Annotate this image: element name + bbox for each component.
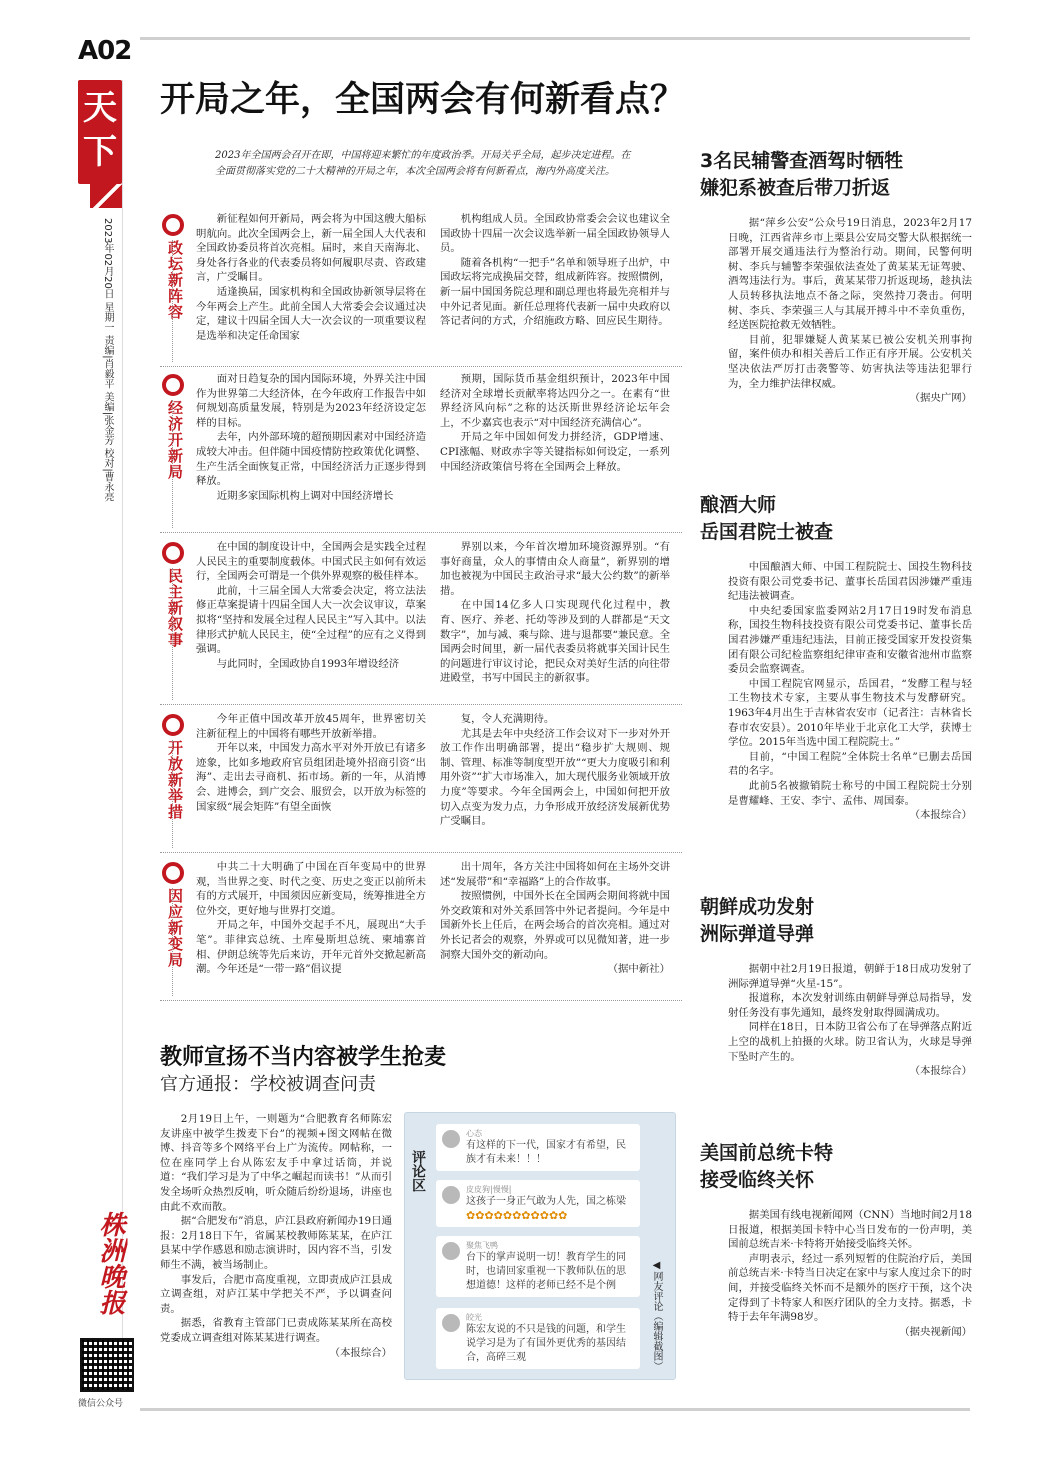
newspaper-logo: 株洲晚报 bbox=[95, 1211, 125, 1315]
right-story-paragraph: 声明表示，经过一系列短暂的住院治疗后，美国前总统吉米·卡特当日决定在家中与家人度过余下的时间，并接受临终关怀而不是额外的医疗干预，这个决定得到了卡特家人和医疗团队的全力支持。据悉，卡特于去年年满98岁。 bbox=[728, 1252, 972, 1324]
section-title: 政坛新阵容 bbox=[166, 240, 184, 320]
avatar-icon bbox=[442, 1242, 460, 1260]
section-paragraph: 预期，国际货币基金组织预计，2023年中国经济对全球增长贡献率将达四分之一。在素有“世界经济风向标”之称的达沃斯世界经济论坛年会上，不少嘉宾也表示“对中国经济充满信心”。 bbox=[440, 373, 670, 429]
section-divider bbox=[160, 366, 682, 367]
section-rule bbox=[172, 568, 173, 700]
right-story-source: （据央视新闻） bbox=[899, 1325, 972, 1338]
right-story bbox=[700, 1140, 972, 1448]
section-source: （据中新社） bbox=[607, 963, 670, 976]
teacher-source: （本报综合） bbox=[329, 1346, 392, 1359]
teacher-subhead: 官方通报：学校被调查问责 bbox=[160, 1074, 376, 1095]
main-headline: 开局之年，全国两会有何新看点？ bbox=[160, 80, 686, 120]
right-story-paragraph: 中国酿酒大师、中国工程院院士、国投生物科技投资有限公司党委书记、董事长岳国君因涉嫌严重违纪违法被调查。 bbox=[728, 561, 972, 603]
margin-rule bbox=[122, 80, 123, 1380]
section-column-left bbox=[196, 712, 426, 848]
section-marker-icon bbox=[162, 542, 184, 564]
section-column-right bbox=[440, 860, 670, 996]
section-paragraph: 去年，内外部环境的超预期因素对中国经济造成较大冲击。但伴随中国疫情防控政策优化调整、生产生活全面恢复正常，中国经济活力正逐步得到释放。 bbox=[196, 431, 426, 488]
right-story-paragraph: 目前，犯罪嫌疑人黄某某已被公安机关刑事拘留，案件侦办和相关善后工作正有序开展。公安机关坚决依法严厉打击袭警等、妨害执法等违法犯罪行为，全力维护法律权威。 bbox=[728, 333, 972, 390]
teacher-body bbox=[160, 1112, 392, 1380]
comment-user: 心态 bbox=[466, 1129, 482, 1138]
comment-card bbox=[436, 1180, 640, 1227]
right-story-headline: 酿酒大师 bbox=[700, 494, 777, 516]
section-paragraph: 尤其是去年中央经济工作会议对下一步对外开放工作作出明确部署，提出“稳步扩大规则、规制、管理、标准等制度型开放”“更大力度吸引和利用外资”“扩大市场准入，加大现代服务业领域开放力度”等要求。今年全国两会上，中国如何把开放切入点变为发力点，力争形成开放经济发展新优势广受瞩目。 bbox=[440, 727, 670, 828]
section-paragraph: 开局之年，中国外交起手不凡，展现出“大手笔”。菲律宾总统、土库曼斯坦总统、柬埔寨首相、伊朗总统等先后来访，开年元首外交掀起新高潮。今年还是“一带一路”倡议提 bbox=[196, 919, 426, 976]
section-title: 开放新举措 bbox=[166, 740, 184, 820]
right-story-source: （本报综合） bbox=[909, 809, 972, 822]
thumbs-up-icon: ✿✿✿✿✿✿✿✿✿✿✿ bbox=[466, 1209, 568, 1222]
date-line: 2023年02月20日 星期一 责编|肖毅平 美编|张金芳 校对|曹永亮 bbox=[102, 218, 113, 502]
comment-caption: ◀网友评论（编辑截图） bbox=[651, 1260, 662, 1371]
main-lead: 2023年全国两会召开在即，中国将迎来繁忙的年度政治季。开局关乎全局，起步决定进程。在全面贯彻落实党的二十大精神的开局之年，本次全国两会将有何新看点，海内外高度关注。 bbox=[215, 150, 631, 177]
section-rule bbox=[172, 740, 173, 848]
section-paragraph: 机构组成人员。全国政协常委会会议也建议全国政协十四届一次会议选举新一届全国政协领导人员。 bbox=[440, 213, 670, 255]
section-title: 民主新叙事 bbox=[166, 568, 184, 648]
section-column-left bbox=[196, 860, 426, 996]
comment-text: 这孩子一身正气敢为人先，国之栋梁 bbox=[466, 1196, 626, 1207]
section-column-right bbox=[440, 372, 670, 528]
right-story bbox=[700, 148, 972, 534]
section-tab: 天下 bbox=[78, 80, 122, 184]
section-paragraph: 近期多家国际机构上调对中国经济增长 bbox=[216, 489, 394, 502]
section-paragraph: 随着各机构“一把手”名单和领导班子出炉，中国政坛将完成换届交替，组成新阵容。按照惯例，新一届中国国务院总理和副总理也将最先亮相并与中外记者见面。新任总理将代表新一届中央政府以答记者问的方式，介绍施政方略、回应民生期待。 bbox=[440, 256, 670, 328]
section-marker-icon bbox=[162, 374, 184, 396]
right-story-paragraph: 此前5名被撤销院士称号的中国工程院院士分别是曹耀峰、王安、李宁、孟伟、周国泰。 bbox=[728, 779, 972, 807]
comment-card bbox=[436, 1124, 640, 1171]
section-column-left bbox=[196, 540, 426, 700]
section-tab-stripe bbox=[90, 184, 122, 208]
section-paragraph: 中共二十大明确了中国在百年变局中的世界观，当世界之变、时代之变、历史之变正以前所未有的方式展开，中国须因应新变局，统筹推进全方位外交，更好地与世界打交道。 bbox=[196, 861, 426, 917]
right-story bbox=[700, 894, 972, 1132]
right-story-body bbox=[700, 560, 972, 896]
section-paragraph: 开年以来，中国发力高水平对外开放已有诸多迹象，比如多地政府官员组团赴境外招商引资“出海”、走出去寻商机、拓市场。新的一年，从消博会、进博会，到广交会、服贸会，以开放为标签的国家级“展会矩阵”有望全面恢 bbox=[196, 742, 426, 813]
top-rule bbox=[140, 37, 970, 40]
section-column-left bbox=[196, 372, 426, 528]
teacher-paragraph: 事发后，合肥市高度重视，立即责成庐江县成立调查组，对庐江某中学把关不严，予以调查问责。 bbox=[160, 1273, 392, 1315]
right-story-paragraph: 据美国有线电视新闻网（CNN）当地时间2月18日报道，根据美国卡特中心当日发布的一份声明，美国前总统吉米·卡特将开始接受临终关怀。 bbox=[728, 1209, 972, 1251]
section-rule bbox=[172, 400, 173, 528]
section-paragraph: 今年正值中国改革开放45周年，世界密切关注新征程上的中国将有哪些开放新举措。 bbox=[196, 713, 426, 740]
section-divider bbox=[160, 1000, 682, 1001]
section-column-left bbox=[196, 212, 426, 362]
section-rule bbox=[172, 240, 173, 362]
right-story-paragraph: 报道称，本次发射训练由朝鲜导弹总局指导，发射任务没有事先通知，最终发射取得圆满成功。 bbox=[728, 992, 972, 1019]
teacher-paragraph: 据“合肥发布”消息，庐江县政府新闻办19日通报：2月18日下午，省属某校教师陈某某，在庐江县某中学作感恩和励志演讲时，因内容不当，引发师生不满，被当场制止。 bbox=[160, 1215, 392, 1271]
comment-text: 台下的掌声说明一切！教育学生的同时，也请回家重视一下教师队伍的思想道德！这样的老师已经不是个例 bbox=[466, 1252, 626, 1291]
section-paragraph: 在中国的制度设计中，全国两会是实践全过程人民民主的重要制度载体。中国式民主如何有效运行，全国两会可谓是一个供外界观察的极佳样本。 bbox=[196, 541, 426, 583]
section-column-right bbox=[440, 540, 670, 700]
section-column-right bbox=[440, 712, 670, 848]
section-divider bbox=[160, 532, 682, 533]
right-story-headline: 朝鲜成功发射 bbox=[700, 896, 815, 918]
right-story-headline: 接受临终关怀 bbox=[700, 1169, 815, 1191]
right-story-body bbox=[700, 1208, 972, 1448]
qr-code-icon[interactable] bbox=[80, 1338, 134, 1392]
page-number: A02 bbox=[78, 36, 132, 66]
comment-user: 聚焦飞鸭 bbox=[466, 1241, 498, 1250]
comment-card bbox=[436, 1308, 640, 1369]
comment-text: 有这样的下一代，国家才有希望，民族才有未来！！！ bbox=[466, 1140, 626, 1165]
avatar-icon bbox=[442, 1130, 460, 1148]
section-title: 经济开新局 bbox=[166, 400, 184, 480]
right-story-body bbox=[700, 216, 972, 534]
section-marker-icon bbox=[162, 214, 184, 236]
right-story-paragraph: 同样在18日，日本防卫省公布了在导弹落点附近上空的战机上拍摄的火球。防卫省认为，火球是导弹下坠时产生的。 bbox=[728, 1021, 972, 1063]
teacher-headline: 教师宣扬不当内容被学生抢麦 bbox=[160, 1045, 447, 1070]
comment-user: 皮皮狗|慢慢| bbox=[466, 1185, 512, 1194]
right-story-paragraph: 据朝中社2月19日报道，朝鲜于18日成功发射了洲际弹道导弹“火星-15”。 bbox=[728, 963, 972, 990]
section-rule bbox=[172, 888, 173, 996]
bottom-rule bbox=[140, 1408, 970, 1411]
section-divider bbox=[160, 852, 682, 853]
section-paragraph: 复，令人充满期待。 bbox=[460, 713, 555, 725]
right-story-paragraph: 中央纪委国家监委网站2月17日19时发布消息称，国投生物科技投资有限公司党委书记、董事长岳国君涉嫌严重违纪违法，目前正接受国家开发投资集团有限公司纪检监察组纪律审查和安徽省池州市监察委员会监察调查。 bbox=[728, 604, 972, 676]
section-paragraph: 出十周年，各方关注中国将如何在主场外交讲述“发展带”和“幸福路”上的合作故事。 bbox=[440, 861, 670, 888]
right-story-paragraph: 中国工程院官网显示，岳国君，“发酵工程与轻工生物技术专家，主要从事生物技术与发酵研究。1963年4月出生于吉林省农安市（记者注：吉林省长春市农安县）。2010年毕业于北京化工大学，获博士学位。2015年当选中国工程院院士。” bbox=[728, 677, 972, 749]
section-paragraph: 开局之年中国如何发力拼经济，GDP增速、CPI涨幅、财政赤字等关键指标如何设定，一系列中国经济政策信号将在全国两会上释放。 bbox=[440, 431, 670, 473]
section-paragraph: 适逢换届，国家机构和全国政协新领导层将在今年两会上产生。此前全国人大常委会会议通过决定，建议十四届全国人大一次会议的一项重要议程是选举和决定任命国家 bbox=[196, 285, 426, 342]
right-story-source: （据央广网） bbox=[909, 392, 972, 405]
right-story-headline: 3名民辅警查酒驾时牺牲 bbox=[700, 150, 904, 172]
right-story-headline: 洲际弹道导弹 bbox=[700, 923, 815, 945]
teacher-paragraph: 2月19日上午，一则题为“合肥教育名师陈宏友讲座中被学生拨麦下台”的视频+图文网帖在微博、抖音等多个网络平台上广为流传。网帖称，一位在座同学上台从陈宏友手中拿过话筒，并说道：“我们学习是为了中华之崛起而读书！”从而引发全场听众热烈反响，听众随后纷纷退场，讲座也由此不欢而散。 bbox=[160, 1113, 392, 1213]
section-column-right bbox=[440, 212, 670, 362]
section-marker-icon bbox=[162, 862, 184, 884]
right-story-body bbox=[700, 962, 972, 1132]
comment-label: 评论区 bbox=[410, 1150, 426, 1192]
right-story bbox=[700, 492, 972, 896]
section-paragraph: 在中国14亿多人口实现现代化过程中，教育、医疗、养老、托幼等涉及到的人群都是“天文数字”，加与减、乘与除、进与退都要“兼民意。全国两会时间里，新一届代表委员将就事关国计民生的问题进行审议讨论，把民众对美好生活的向往带进殿堂，书写中国民主的新叙事。 bbox=[440, 599, 670, 685]
comment-user: 皎光 bbox=[466, 1313, 482, 1322]
section-paragraph: 界别以来，今年首次增加环境资源界别。“有事好商量，众人的事情由众人商量”，新界别的增加也被视为中国民主政治寻求“最大公约数”的新举措。 bbox=[440, 541, 670, 597]
section-paragraph: 与此同时，全国政协自1993年增设经济 bbox=[216, 657, 400, 670]
right-story-paragraph: 目前，“中国工程院”全体院士名单”已删去岳国君的名字。 bbox=[728, 750, 972, 778]
right-story-headline: 嫌犯系被查后带刀折返 bbox=[700, 177, 891, 199]
section-paragraph: 新征程如何开新局，两会将为中国这艘大船标明航向。此次全国两会上，新一届全国人大代表和全国政协委员将首次亮相。届时，来自天南海北、身处各行各业的代表委员将如何履职尽责、咨政建言，广受瞩目。 bbox=[196, 213, 426, 284]
avatar-icon bbox=[442, 1186, 460, 1204]
section-marker-icon bbox=[162, 714, 184, 736]
section-paragraph: 此前，十三届全国人大常委会决定，将立法法修正草案提请十四届全国人大一次会议审议，草案拟将“坚持和发展全过程人民民主”写入其中。以法律形式护航人民民主，使“全过程”的应有之义得到强调。 bbox=[196, 584, 426, 656]
comment-card bbox=[436, 1236, 640, 1297]
comment-text: 陈宏友说的不只是钱的问题，和学生说学习是为了有国外更优秀的基因结合，高碎三观 bbox=[466, 1324, 626, 1363]
section-paragraph: 面对日趋复杂的国内国际环境，外界关注中国作为世界第二大经济体，在今年政府工作报告中如何规划高质量发展，特别是为2023年经济设定怎样的目标。 bbox=[196, 373, 426, 429]
section-divider bbox=[160, 704, 682, 705]
section-paragraph: 按照惯例，中国外长在全国两会期间将就中国外交政策和对外关系回答中外记者提问。今年是中国新外长上任后，在两会场合的首次亮相。通过对外长记者会的观察，外界或可以见微知著，进一步洞察大国外交的新动向。 bbox=[440, 890, 670, 961]
section-title: 因应新变局 bbox=[166, 888, 184, 968]
teacher-paragraph: 据悉，省教育主管部门已责成陈某某所在高校党委成立调查组对陈某某进行调查。 bbox=[160, 1317, 392, 1344]
right-story-headline: 岳国君院士被查 bbox=[700, 521, 834, 543]
qr-label: 微信公众号 bbox=[78, 1399, 124, 1409]
right-story-paragraph: 据“萍乡公安”公众号19日消息，2023年2月17日晚，江西省萍乡市上栗县公安局交警大队根据统一部署开展交通违法行为整治行动。期间，民警何明树、李兵与辅警李荣强依法查处了黄某某无证驾驶、酒驾违法行为。事后，黄某某带刀折返现场，趁执法人员转移执法地点不备之际，突然持刀袭击。何明树、李兵、李荣强三人与其展开搏斗中不幸负重伤，经送医院抢救无效牺牲。 bbox=[728, 217, 972, 332]
right-story-headline: 美国前总统卡特 bbox=[700, 1142, 834, 1164]
avatar-icon bbox=[442, 1314, 460, 1332]
right-story-source: （本报综合） bbox=[909, 1065, 972, 1078]
